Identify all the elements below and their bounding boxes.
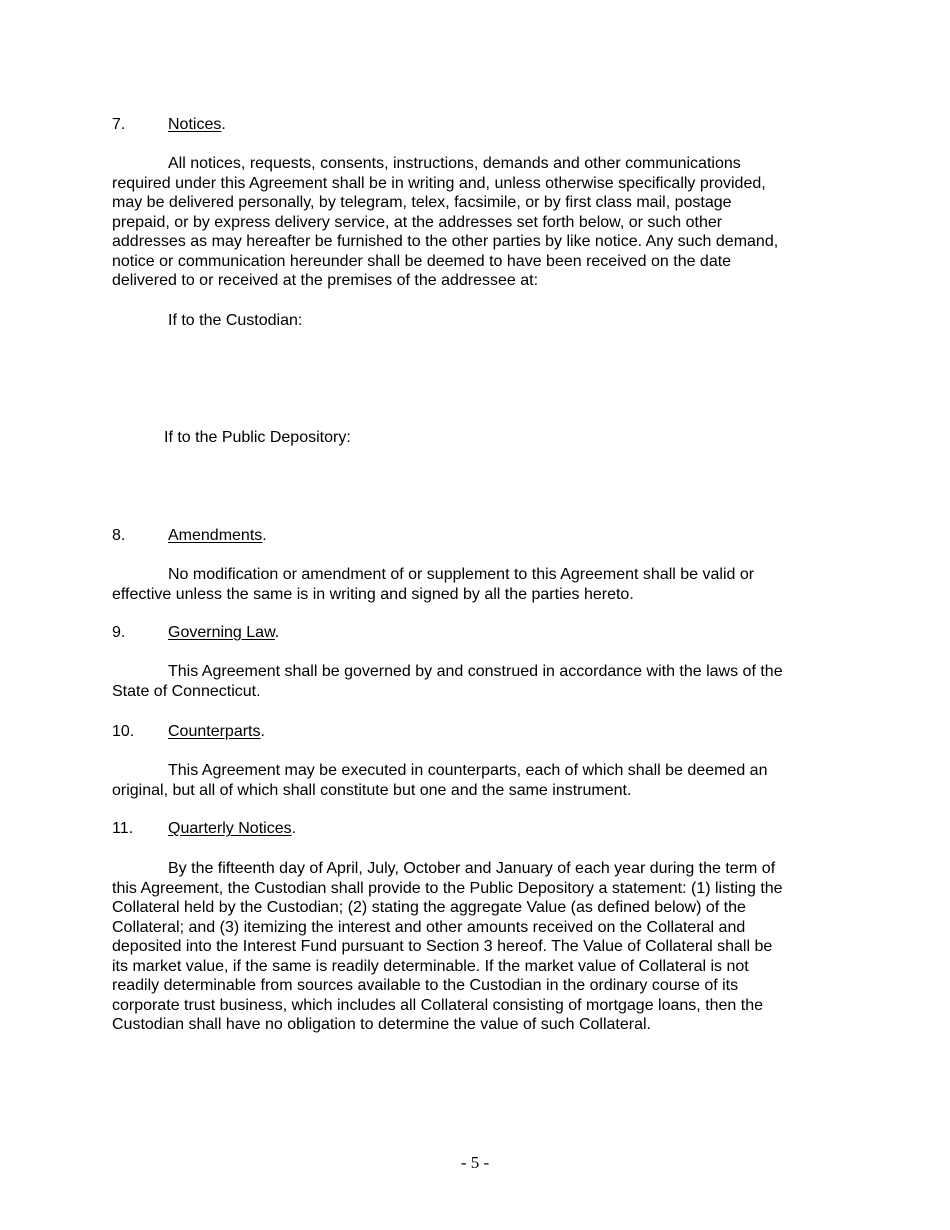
- paragraph-line: addresses as may hereafter be furnished to the other parties by like notice. Any such demand,: [112, 233, 779, 250]
- custodian-address-label: [112, 311, 832, 331]
- paragraph-line: required under this Agreement shall be in writing and, unless otherwise specifically provided,: [112, 174, 766, 192]
- paragraph-line: No modification or amendment of or supplement to this Agreement shall be valid or: [168, 566, 755, 583]
- paragraph-line: notice or communication hereunder shall be deemed to have been received on the date: [112, 252, 732, 270]
- section-8-heading: 8. Amendments.: [112, 527, 267, 544]
- section-title: Governing Law: [168, 624, 275, 641]
- paragraph-line: effective unless the same is in writing and signed by all the parties hereto.: [112, 585, 634, 603]
- section-number: 7.: [112, 116, 126, 133]
- paragraph-line: All notices, requests, consents, instructions, demands and other communications: [168, 155, 741, 172]
- paragraph-line: its market value, if the same is readily determinable. If the market value of Collateral is not: [112, 957, 749, 975]
- section-title: Quarterly Notices: [168, 820, 292, 837]
- paragraph-line: may be delivered personally, by telegram, telex, facsimile, or by first class mail, postage: [112, 194, 732, 211]
- section-number: 8.: [112, 527, 126, 544]
- section-9-paragraph: [112, 662, 832, 701]
- paragraph-line: Collateral held by the Custodian; (2) stating the aggregate Value (as defined below) of the: [112, 899, 746, 916]
- section-title: Notices: [168, 116, 222, 133]
- section-9-heading: 9. Governing Law.: [112, 624, 280, 641]
- paragraph-line: deposited into the Interest Fund pursuant to Section 3 hereof. The Value of Collateral shall be: [112, 938, 773, 955]
- paragraph-line: By the fifteenth day of April, July, October and January of each year during the term of: [168, 860, 776, 877]
- paragraph-line: readily determinable from sources available to the Custodian in the ordinary course of its: [112, 977, 739, 994]
- paragraph-line: This Agreement shall be governed by and construed in accordance with the laws of the: [168, 663, 783, 680]
- page-number: - 5 -: [460, 1153, 490, 1172]
- section-11-paragraph: [112, 859, 832, 1035]
- section-7-heading: 7. Notices.: [112, 116, 226, 133]
- paragraph-line: this Agreement, the Custodian shall provide to the Public Depository a statement: (1) listing the: [112, 879, 783, 897]
- section-11-heading: 11. Quarterly Notices.: [112, 820, 297, 837]
- paragraph-line: original, but all of which shall constitute but one and the same instrument.: [112, 781, 632, 799]
- section-title: Amendments: [168, 527, 263, 544]
- paragraph-line: Custodian shall have no obligation to determine the value of such Collateral.: [112, 1016, 651, 1033]
- section-10-heading: 10. Counterparts.: [112, 723, 265, 740]
- section-title: Counterparts: [168, 723, 261, 740]
- section-7-paragraph: [112, 154, 832, 291]
- section-number: 9.: [112, 624, 126, 641]
- paragraph-line: prepaid, or by express delivery service, at the addresses set forth below, or such other: [112, 213, 723, 231]
- section-number: 11.: [112, 820, 134, 837]
- depository-label-text: If to the Public Depository:: [164, 429, 351, 446]
- paragraph-line: corporate trust business, which includes all Collateral consisting of mortgage loans, then the: [112, 996, 764, 1014]
- section-10-paragraph: [112, 761, 832, 800]
- section-8-paragraph: [112, 565, 832, 604]
- section-number: 10.: [112, 723, 135, 740]
- paragraph-line: This Agreement may be executed in counterparts, each of which shall be deemed an: [168, 762, 768, 779]
- custodian-label-text: If to the Custodian:: [168, 312, 303, 329]
- paragraph-line: State of Connecticut.: [112, 682, 261, 700]
- paragraph-line: Collateral; and (3) itemizing the interest and other amounts received on the Collateral and: [112, 918, 746, 936]
- paragraph-line: delivered to or received at the premises of the addressee at:: [112, 272, 539, 289]
- depository-address-label: [112, 428, 832, 448]
